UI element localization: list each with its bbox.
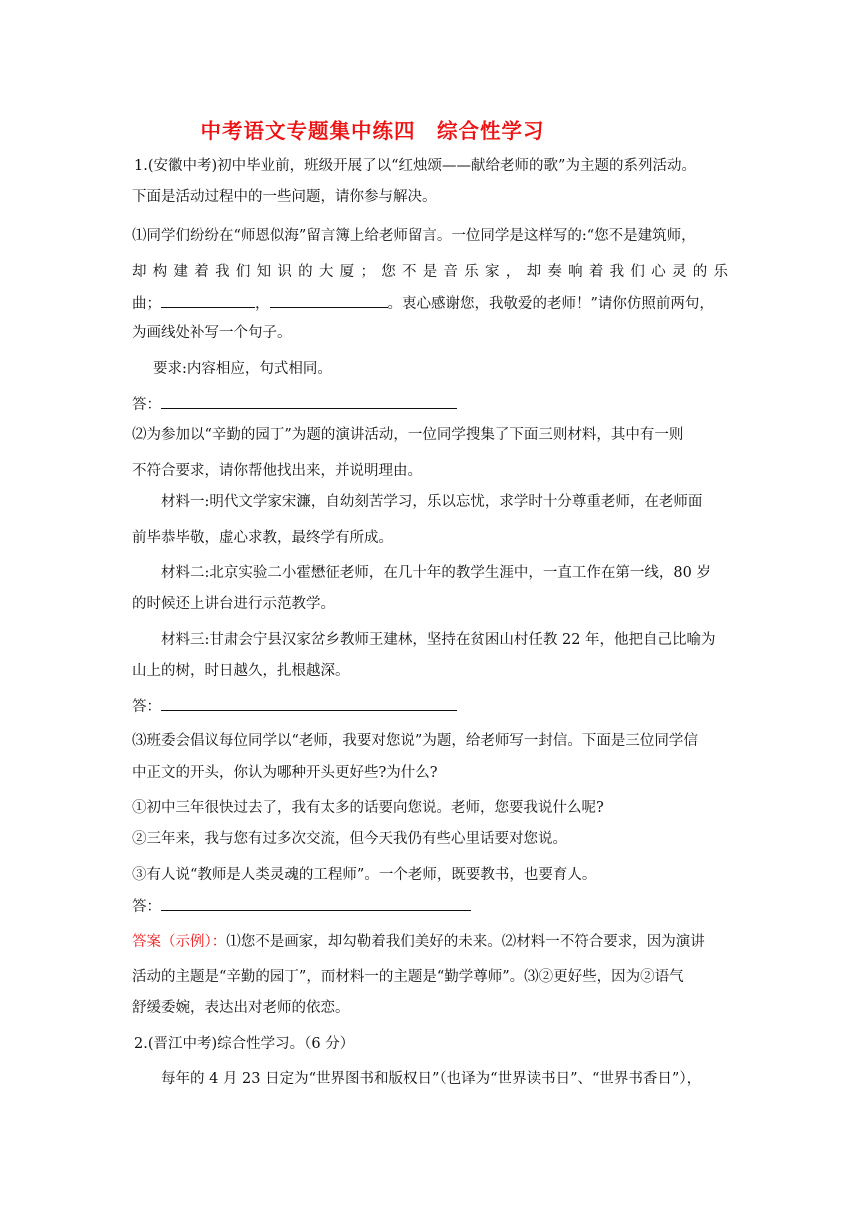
answer-key-line-1 [132,932,705,952]
answer-line-2 [132,696,457,717]
option-1: ①初中三年很快过去了，我有太多的话要向您说。老师，您要我说什么呢? [132,800,604,816]
option-2: ②三年来，我与您有过多次交流，但今天我仍有些心里话要对您说。 [132,831,567,847]
material-2-line-2: 的时候还上讲台进行示范教学。 [132,596,335,612]
page-title: 中考语文专题集中练四 综合性学习 [200,119,545,143]
q1-part1-line-3-end: 。衷心感谢您，我敬爱的老师！”请你仿照前两句， [387,296,714,312]
fill-blank-1[interactable] [161,293,255,308]
q1-part2-line-1: ⑵为参加以“辛勤的园丁”为题的演讲活动，一位同学搜集了下面三则材料，其中有一则 [132,427,684,443]
q1-part1-line-3 [132,293,714,314]
q1-part3-line-2: 中正文的开头，你认为哪种开头更好些?为什么? [132,765,438,781]
material-1-line-1: 材料一:明代文学家宋濂，自幼刻苦学习，乐以忘忧，求学时十分尊重老师，在老师面 [161,494,703,510]
q1-part1-line-4: 为画线处补写一个句子。 [132,325,292,341]
q2-heading: 2.(晋江中考)综合性学习。（6 分） [134,1036,355,1052]
material-3-line-1: 材料三:甘肃会宁县汉家岔乡教师王建林，坚持在贫困山村任教 22 年，他把自己比喻为 [161,632,716,648]
answer-label: 答： [132,699,161,715]
q1-part1-line-3-start: 曲； [132,296,161,312]
answer-key-line-2: 活动的主题是“辛勤的园丁”，而材料一的主题是“勤学尊师”。⑶②更好些，因为②语气 [132,969,684,985]
q1-part3-line-1: ⑶班委会倡议每位同学以“老师，我要对您说”为题，给老师写一封信。下面是三位同学信 [132,733,698,749]
answer-line-1 [132,394,457,415]
material-3-line-2: 山上的树，时日越久，扎根越深。 [132,663,350,679]
q1-part1-line-2: 却构建着我们知识的大厦；您不是音乐家，却奏响着我们心灵的乐 [132,264,728,280]
fill-blank-2[interactable] [270,293,388,308]
answer-label: 答： [132,899,161,915]
answer-blank-2[interactable] [161,696,457,711]
q1-intro-line-2: 下面是活动过程中的一些问题，请你参与解决。 [132,189,437,205]
q1-part1-requirement: 要求:内容相应，句式相同。 [153,361,332,377]
q1-part1-line-3-comma: ， [255,296,270,312]
answer-key-line-3: 舒缓委婉，表达出对老师的依恋。 [132,1000,350,1016]
q1-intro-line-1: 1.(安徽中考)初中毕业前，班级开展了以“红烛颂——献给老师的歌”为主题的系列活动。 [134,158,696,174]
answer-blank-3[interactable] [161,896,471,911]
q2-line-1: 每年的 4 月 23 日定为“世界图书和版权日”（也译为“世界读书日”、“世界书香日”）， [161,1071,702,1087]
material-1-line-2: 前毕恭毕敬，虚心求教，最终学有所成。 [132,530,393,546]
answer-blank-1[interactable] [161,394,457,409]
answer-label: 答： [132,397,161,413]
answer-key-label: 答案（示例）： [132,934,227,950]
answer-key-text-1: ⑴您不是画家，却勾勒着我们美好的未来。⑵材料一不符合要求，因为演讲 [226,934,705,950]
q1-part1-line-1: ⑴同学们纷纷在“师恩似海”留言簿上给老师留言。一位同学是这样写的:“您不是建筑师， [132,228,696,244]
answer-line-3 [132,896,471,917]
material-2-line-1: 材料二:北京实验二小霍懋征老师，在几十年的教学生涯中，一直工作在第一线，80 岁 [161,565,711,581]
q1-part2-line-2: 不符合要求，请你帮他找出来，并说明理由。 [132,463,422,479]
option-3: ③有人说“教师是人类灵魂的工程师”。一个老师，既要教书，也要育人。 [132,867,597,883]
